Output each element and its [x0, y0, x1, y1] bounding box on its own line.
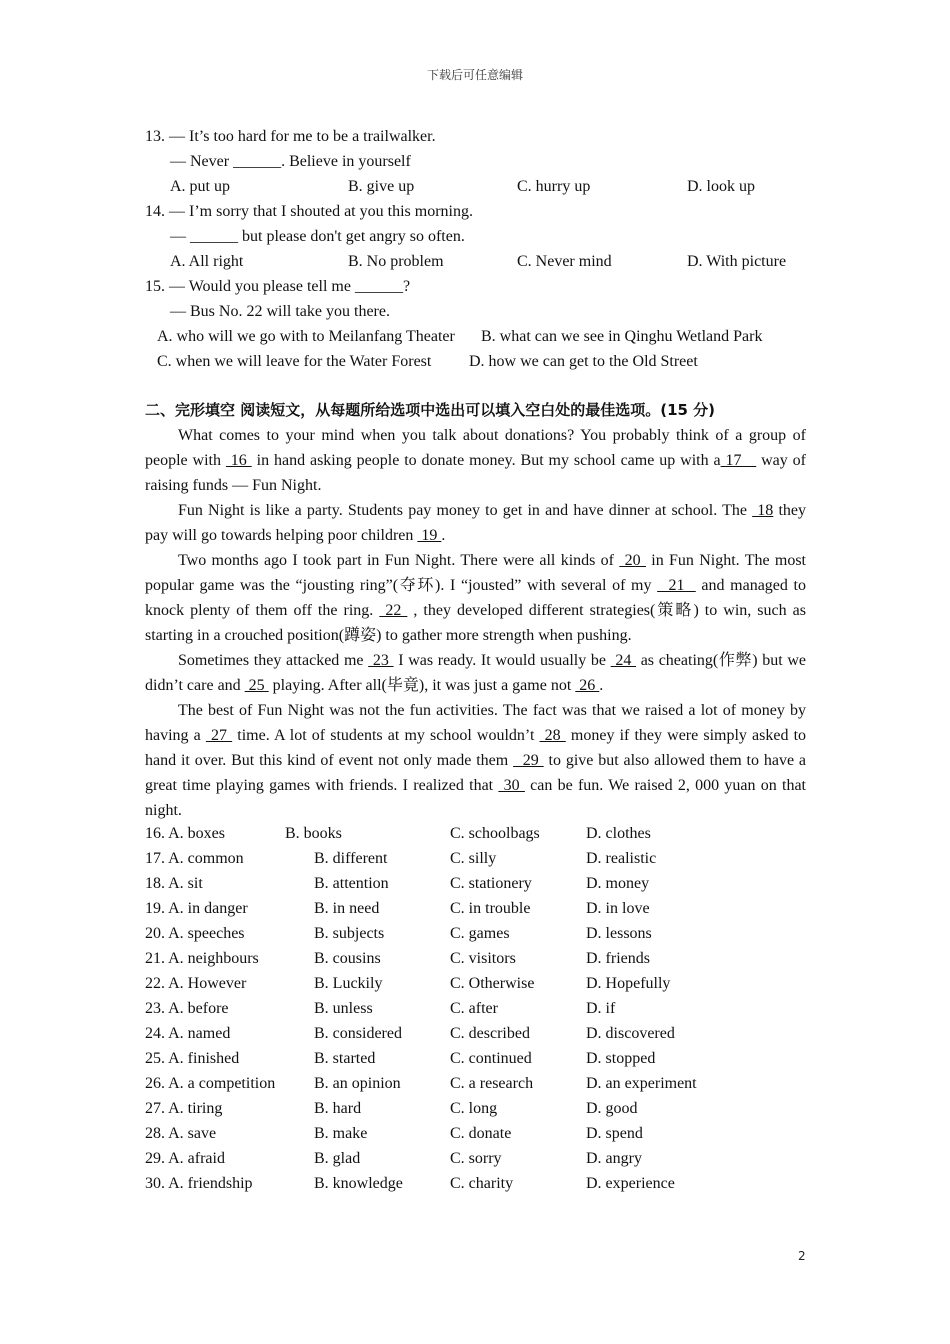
- option-a: 26. A. a competition: [145, 1075, 276, 1092]
- option-b: B. glad: [314, 1150, 361, 1167]
- option-a: 19. A. in danger: [145, 900, 248, 917]
- option-d: D. angry: [586, 1150, 642, 1167]
- cloze-option-row: [145, 1121, 806, 1146]
- blank-21: 21: [657, 577, 696, 594]
- option-b: B. unless: [314, 1000, 373, 1017]
- option-c: C. in trouble: [450, 900, 531, 917]
- cloze-option-row: [145, 946, 806, 971]
- option-c: C. charity: [450, 1175, 514, 1192]
- question-13-reply: — Never ______. Believe in yourself: [170, 153, 411, 170]
- cloze-option-row: [145, 1021, 806, 1046]
- option-b: B. attention: [314, 875, 389, 892]
- option-a: 20. A. speeches: [145, 925, 245, 942]
- option-d: D. good: [586, 1100, 638, 1117]
- question-14-reply: — ______ but please don't get angry so often.: [170, 228, 465, 245]
- paragraph-5: The best of Fun Night was not the fun activities. The fact was that we raised a lot of money by having a 27 time. A lot of students at my school wouldn’t 28 money if they were simply asked to hand it over. But this kind of event not only made them 29 to give but also allowed them to have a great time playing games with friends. I realized that 30 can be fun. We raised 2, 000 yuan on that night.: [145, 702, 807, 819]
- option-b: B. knowledge: [314, 1175, 403, 1192]
- option-d: D. spend: [586, 1125, 643, 1142]
- option-a: 27. A. tiring: [145, 1100, 223, 1117]
- option-c: C. described: [450, 1025, 530, 1042]
- option-c: C. Otherwise: [450, 975, 535, 992]
- blank-26: 26: [575, 677, 600, 694]
- option-a: 18. A. sit: [145, 875, 203, 892]
- option-b: B. cousins: [314, 950, 381, 967]
- cloze-option-row: [145, 896, 806, 921]
- option-c: C. continued: [450, 1050, 532, 1067]
- option-c: C. stationery: [450, 875, 532, 892]
- option-c: C. hurry up: [517, 178, 591, 195]
- option-c: C. visitors: [450, 950, 516, 967]
- option-c: C. Never mind: [517, 253, 612, 270]
- cloze-option-row: [145, 821, 806, 846]
- cloze-option-row: [145, 1046, 806, 1071]
- question-15-option-d: D. how we can get to the Old Street: [469, 353, 698, 370]
- option-a: 21. A. neighbours: [145, 950, 259, 967]
- paragraph-3: Two months ago I took part in Fun Night. There were all kinds of 20 in Fun Night. The most popular game was the “jousting ring”(夺环). I “jousted” with several of my 21 and managed to knock plenty of them off the ring. 22 , they developed different strategies(策略) to win, such as starting in a crouched position(蹲姿) to gather more strength when pushing.: [145, 552, 807, 644]
- question-15-option-b: B. what can we see in Qinghu Wetland Park: [481, 328, 763, 345]
- option-b: B. in need: [314, 900, 380, 917]
- option-b: B. books: [285, 825, 342, 842]
- option-d: D. an experiment: [586, 1075, 697, 1092]
- blank-24: 24: [610, 652, 637, 669]
- question-13-stem: 13. — It’s too hard for me to be a trailwalker.: [145, 128, 436, 145]
- option-a: 25. A. finished: [145, 1050, 240, 1067]
- paragraph-2: Fun Night is like a party. Students pay money to get in and have dinner at school. The 18 they pay will go towards helping poor children 19 .: [145, 502, 807, 544]
- paragraph-4: Sometimes they attacked me 23 I was ready. It would usually be 24 as cheating(作弊) but we didn’t care and 25 playing. After all(毕竟), it was just a game not 26 .: [145, 652, 807, 694]
- option-d: D. lessons: [586, 925, 652, 942]
- page-number: 2: [798, 1249, 806, 1263]
- option-d: D. in love: [586, 900, 650, 917]
- blank-29: 29: [513, 752, 544, 769]
- option-c: C. a research: [450, 1075, 534, 1092]
- cloze-option-row: [145, 1096, 806, 1121]
- blank-25: 25: [244, 677, 269, 694]
- option-a: 16. A. boxes: [145, 825, 225, 842]
- blank-27: 27: [205, 727, 233, 744]
- blank-19: 19: [417, 527, 442, 544]
- option-b: B. make: [314, 1125, 368, 1142]
- blank-23: 23: [368, 652, 394, 669]
- cloze-option-row: [145, 971, 806, 996]
- cloze-option-row: [145, 1146, 806, 1171]
- cloze-option-row: [145, 1071, 806, 1096]
- option-d: D. With picture: [687, 253, 787, 270]
- option-b: B. give up: [348, 178, 415, 195]
- option-a: 28. A. save: [145, 1125, 217, 1142]
- blank-17: 17: [720, 452, 757, 469]
- blank-30: 30: [498, 777, 525, 794]
- option-d: D. if: [586, 1000, 616, 1017]
- option-d: D. look up: [687, 178, 755, 195]
- question-15-stem: 15. — Would you please tell me ______?: [145, 278, 411, 295]
- blank-22: 22: [379, 602, 408, 619]
- cloze-option-row: [145, 921, 806, 946]
- option-b: B. Luckily: [314, 975, 383, 992]
- option-d: D. discovered: [586, 1025, 675, 1042]
- option-a: A. All right: [170, 253, 244, 270]
- paragraph-1: What comes to your mind when you talk about donations? You probably think of a group of people with 16 in hand asking people to donate money. But my school came up with a 17 way of raising funds — Fun Night.: [145, 427, 807, 494]
- option-d: D. experience: [586, 1175, 675, 1192]
- cloze-option-row: [145, 871, 806, 896]
- option-b: B. an opinion: [314, 1075, 401, 1092]
- option-a: 30. A. friendship: [145, 1175, 253, 1192]
- page-header: 下载后可任意编辑: [426, 68, 523, 82]
- option-d: D. money: [586, 875, 650, 892]
- section-title: 二、完形填空 阅读短文，从每题所给选项中选出可以填入空白处的最佳选项。(15 分): [145, 401, 716, 419]
- blank-16: 16: [225, 452, 252, 469]
- option-a: 24. A. named: [145, 1025, 231, 1042]
- option-b: B. subjects: [314, 925, 385, 942]
- option-d: D. friends: [586, 950, 650, 967]
- option-c: C. silly: [450, 850, 497, 867]
- question-15-option-a: A. who will we go with to Meilanfang Theater: [157, 328, 455, 345]
- option-d: D. Hopefully: [586, 975, 671, 992]
- option-a: 22. A. However: [145, 975, 247, 992]
- cloze-options: [145, 821, 806, 1196]
- cloze-option-row: [145, 1171, 806, 1196]
- question-15-option-c: C. when we will leave for the Water Forest: [157, 353, 432, 370]
- option-c: C. schoolbags: [450, 825, 540, 842]
- question-15-reply: — Bus No. 22 will take you there.: [170, 303, 390, 320]
- blank-20: 20: [619, 552, 646, 569]
- blank-18: 18: [752, 502, 774, 519]
- option-b: B. hard: [314, 1100, 362, 1117]
- option-c: C. long: [450, 1100, 498, 1117]
- cloze-option-row: [145, 846, 806, 871]
- cloze-option-row: [145, 996, 806, 1021]
- option-c: C. games: [450, 925, 510, 942]
- option-a: 23. A. before: [145, 1000, 229, 1017]
- option-c: C. after: [450, 1000, 498, 1017]
- option-a: A. put up: [170, 178, 230, 195]
- option-a: 17. A. common: [145, 850, 244, 867]
- question-14-stem: 14. — I’m sorry that I shouted at you this morning.: [145, 203, 473, 220]
- option-d: D. clothes: [586, 825, 651, 842]
- cloze-passage: [145, 423, 806, 823]
- option-d: D. realistic: [586, 850, 657, 867]
- option-b: B. started: [314, 1050, 376, 1067]
- option-c: C. donate: [450, 1125, 512, 1142]
- option-d: D. stopped: [586, 1050, 656, 1067]
- option-b: B. considered: [314, 1025, 402, 1042]
- option-b: B. different: [314, 850, 388, 867]
- option-a: 29. A. afraid: [145, 1150, 225, 1167]
- option-c: C. sorry: [450, 1150, 502, 1167]
- option-b: B. No problem: [348, 253, 444, 270]
- blank-28: 28: [539, 727, 566, 744]
